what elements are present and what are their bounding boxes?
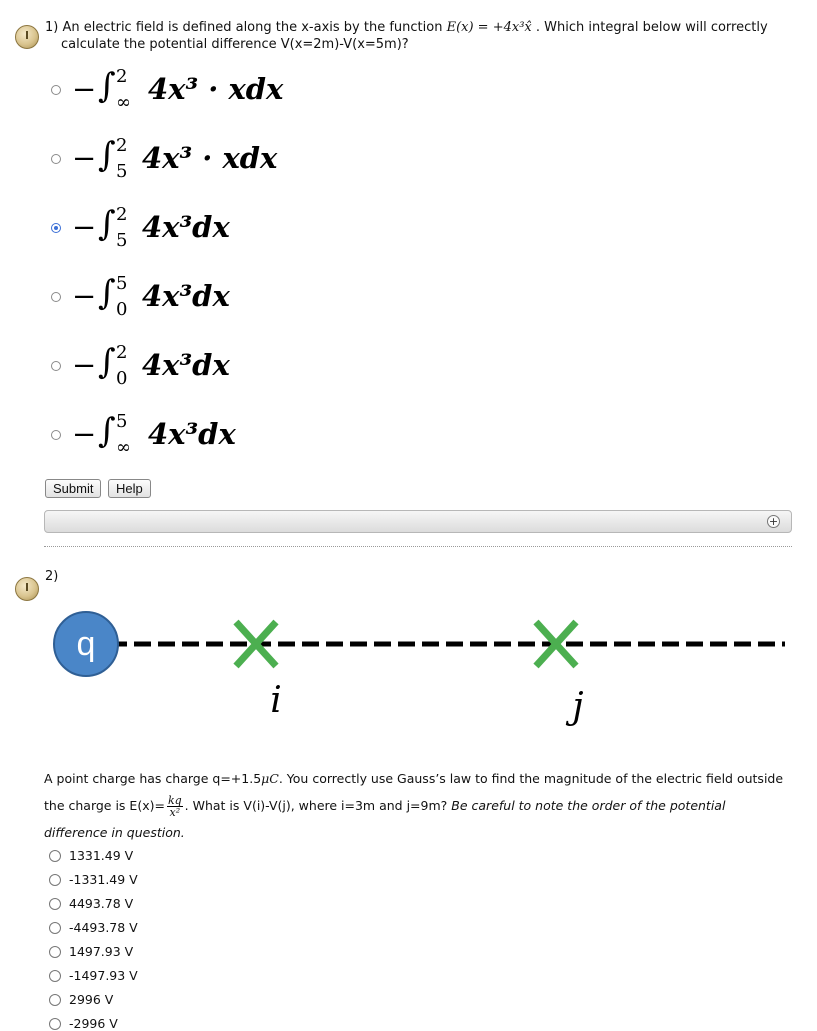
minus-sign: − [72,141,97,175]
upper-limit: 2 [116,66,128,87]
minus-sign: − [72,279,97,313]
paragraph-line-3: difference in question. [44,825,185,840]
upper-limit: 2 [116,135,128,156]
answer-label: -2996 V [69,1016,118,1031]
upper-limit: 5 [116,411,128,432]
minus-sign: − [72,210,97,244]
answer-label: -4493.78 V [69,920,138,935]
answer-label: -1331.49 V [69,872,138,887]
upper-limit: 5 [116,273,128,294]
timer-icon [15,577,39,601]
fraction: $\frac{kq}{\text{x²}}$ [167,794,182,819]
lower-limit: 5 [116,230,128,251]
integral-sign: ∫ [98,273,116,313]
answer-radio[interactable] [49,1018,61,1030]
option-radio[interactable] [51,430,61,440]
answer-label: -1497.93 V [69,968,138,983]
integral-sign: ∫ [98,204,116,244]
answer-radio[interactable] [49,874,61,886]
question-text-cont: . Which integral below will correctly [535,20,768,35]
integrand: 4x³dx [148,417,236,451]
integral-sign: ∫ [98,342,116,382]
integrand: 4x³ · xdx [148,72,284,106]
upper-limit: 2 [116,342,128,363]
integral-sign: ∫ [98,411,116,451]
paragraph-line-1: A point charge has charge q=+1.5μC. You correctly use Gauss’s law to find the magnitude of the electric field outside [44,771,784,786]
lower-limit: 0 [116,299,128,320]
answer-radio[interactable] [49,922,61,934]
option-radio[interactable] [51,85,61,95]
question-number: 1) [45,20,59,35]
answer-label: 1497.93 V [69,944,134,959]
paragraph-line-2: the charge is E(x)= $\frac{kq}{\text{x²}}$ . What is V(i)-V(j), where i=3m and j=9m? Be careful to note the order of the potential [44,794,726,819]
charge-label: q [76,625,96,663]
option-radio[interactable] [51,154,61,164]
minus-sign: − [72,348,97,382]
integral-sign: ∫ [98,66,116,106]
point-i-label: i [270,680,282,721]
point-j-label: j [572,686,584,727]
question-1-prompt [45,19,805,53]
question-text-line2: calculate the potential difference V(x=2m)-V(x=5m)? [61,37,409,52]
submit-button[interactable]: Submit [45,479,101,498]
charge-diagram [0,600,817,730]
minus-sign: − [72,72,97,106]
option-radio[interactable] [51,292,61,302]
question-2-number: 2) [45,569,59,584]
lower-limit: 5 [116,161,128,182]
answer-radio[interactable] [49,994,61,1006]
field-expression: E(x) = +4x³x̂ [446,20,532,35]
integrand: 4x³dx [142,279,230,313]
lower-limit: ∞ [116,92,131,113]
lower-limit: 0 [116,368,128,389]
feedback-panel[interactable] [44,510,792,533]
timer-icon [15,25,39,49]
question-text: An electric field is defined along the x-axis by the function [62,20,443,35]
integrand: 4x³ · xdx [142,141,278,175]
question-2-paragraph [44,765,804,846]
upper-limit: 2 [116,204,128,225]
option-radio[interactable] [51,223,61,233]
answer-label: 2996 V [69,992,114,1007]
answer-label: 4493.78 V [69,896,134,911]
integrand: 4x³dx [142,210,230,244]
answer-radio[interactable] [49,850,61,862]
answer-radio[interactable] [49,898,61,910]
option-radio[interactable] [51,361,61,371]
answer-radio[interactable] [49,970,61,982]
integrand: 4x³dx [142,348,230,382]
help-button[interactable]: Help [108,479,151,498]
answer-label: 1331.49 V [69,848,134,863]
divider [44,546,792,547]
minus-sign: − [72,417,97,451]
expand-plus-icon[interactable]: + [768,515,779,528]
answer-radio[interactable] [49,946,61,958]
integral-sign: ∫ [98,135,116,175]
lower-limit: ∞ [116,437,131,458]
